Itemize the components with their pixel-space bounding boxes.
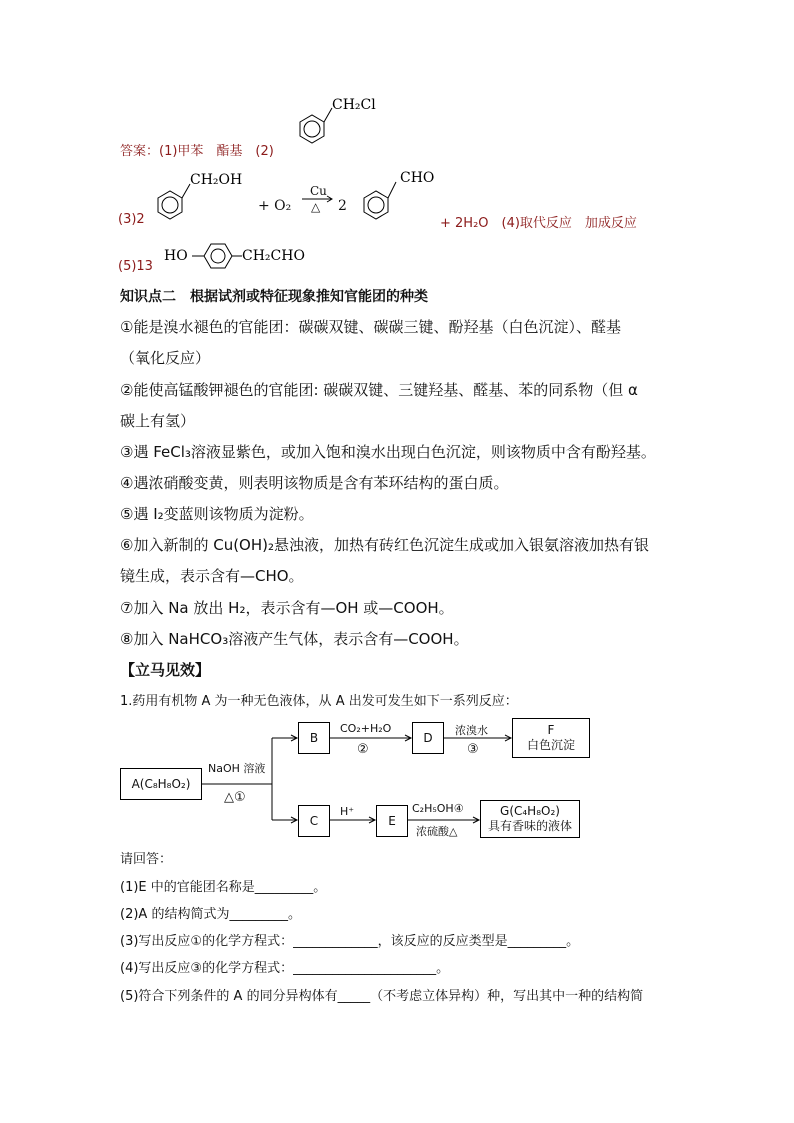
- node-a: A(C₈H₈O₂): [120, 768, 202, 800]
- item3-prefix: (3)2: [118, 212, 145, 227]
- question-2: (2)A 的结构简式为_________。: [120, 907, 301, 922]
- item3-tail: + 2H₂O (4)取代反应 加成反应: [440, 216, 637, 231]
- node-d: D: [412, 722, 444, 754]
- node-g-name: G(C₄H₈O₂): [500, 804, 560, 818]
- node-g-desc: 具有香味的液体: [487, 819, 572, 833]
- node-c: C: [298, 805, 330, 837]
- heat-symbol: △: [311, 200, 321, 214]
- label-ethanol: C₂H₅OH④: [412, 802, 464, 815]
- point-4: ④遇浓硝酸变黄，则表明该物质是含有苯环结构的蛋白质。: [120, 474, 509, 492]
- benzyl-alcohol-structure: [144, 164, 254, 230]
- label-co2: CO₂+H₂O: [340, 722, 392, 735]
- plus-o2: + O₂: [258, 198, 292, 214]
- ch2cho-group: CH₂CHO: [242, 248, 305, 264]
- label-bromine-water: 浓溴水: [455, 724, 488, 737]
- question-4: (4)写出反应③的化学方程式：______________________。: [120, 961, 450, 976]
- catalyst-cu: Cu: [310, 184, 327, 198]
- question-5: (5)符合下列条件的 A 的同分异构体有_____（不考虑立体异构）种，写出其中一种的结构简: [120, 989, 644, 1004]
- cho-group: CHO: [400, 170, 435, 186]
- ask-label: 请回答：: [120, 852, 173, 867]
- label-step1: △①: [224, 790, 246, 805]
- point-3: ③遇 FeCl₃溶液显紫色，或加入饱和溴水出现白色沉淀，则该物质中含有酚羟基。: [120, 443, 656, 461]
- node-f-name: F: [547, 723, 555, 737]
- coefficient-2: 2: [338, 198, 347, 214]
- point-6-cont: 镜生成，表示含有—CHO。: [120, 567, 304, 585]
- question-intro: 1.药用有机物 A 为一种无色液体，从 A 出发可发生如下一系列反应：: [120, 694, 518, 709]
- section-title: 知识点二 根据试剂或特征现象推知官能团的种类: [120, 289, 428, 305]
- answer-label: 答案：(1)甲苯 酯基 (2): [120, 144, 274, 159]
- question-1: (1)E 中的官能团名称是_________。: [120, 880, 327, 895]
- label-naoh: NaOH 溶液: [208, 762, 266, 775]
- point-1: ①能是溴水褪色的官能团：碳碳双键、碳碳三键、酚羟基（白色沉淀）、醛基: [120, 318, 621, 336]
- point-5: ⑤遇 I₂变蓝则该物质为淀粉。: [120, 505, 314, 523]
- benzaldehyde-structure: [352, 164, 452, 230]
- label-hplus: H⁺: [340, 805, 355, 818]
- benzyl-chloride-structure: [280, 92, 390, 156]
- label-sulfuric-acid: 浓硫酸△: [416, 825, 458, 838]
- label-step3: ③: [467, 742, 479, 757]
- point-2: ②能使高锰酸钾褪色的官能团: 碳碳双键、三键羟基、醛基、苯的同系物（但 α: [120, 381, 638, 399]
- question-3: (3)写出反应①的化学方程式：_____________，该反应的反应类型是_________。: [120, 934, 580, 949]
- hydroxyphenylacetaldehyde-structure: [162, 236, 342, 276]
- node-b: B: [298, 722, 330, 754]
- point-7: ⑦加入 Na 放出 H₂，表示含有—OH 或—COOH。: [120, 599, 454, 617]
- node-f: [512, 718, 590, 758]
- point-6: ⑥加入新制的 Cu(OH)₂悬浊液，加热有砖红色沉淀生成或加入银氨溶液加热有银: [120, 536, 650, 554]
- item5-prefix: (5)13: [118, 259, 153, 274]
- node-g: [480, 800, 580, 838]
- label-step2: ②: [357, 742, 369, 757]
- node-e: E: [376, 805, 408, 837]
- node-f-desc: 白色沉淀: [526, 738, 575, 752]
- practice-header: 【立马见效】: [120, 661, 211, 679]
- point-2-cont: 碳上有氢）: [120, 412, 196, 430]
- ch2oh-group: CH₂OH: [190, 172, 243, 188]
- ch2cl-group: CH₂Cl: [332, 97, 376, 113]
- point-1-cont: （氧化反应）: [120, 349, 211, 367]
- ho-group: HO: [164, 248, 188, 264]
- point-8: ⑧加入 NaHCO₃溶液产生气体，表示含有—COOH。: [120, 630, 469, 648]
